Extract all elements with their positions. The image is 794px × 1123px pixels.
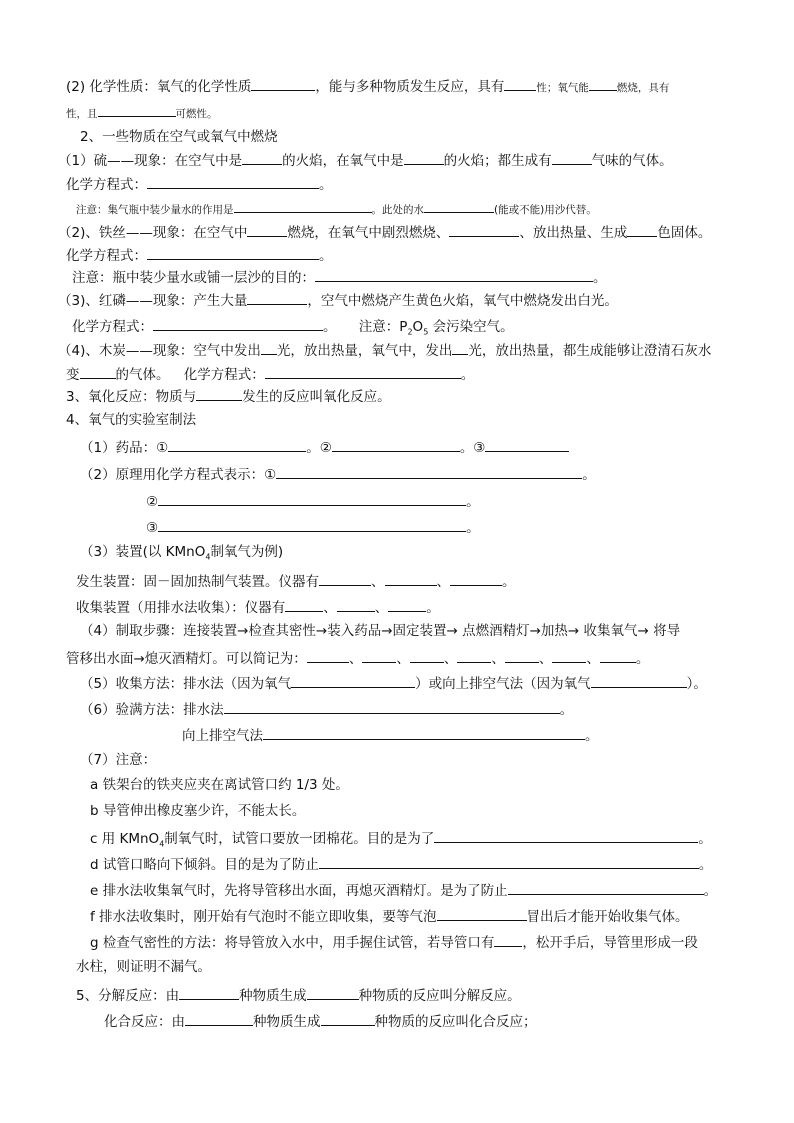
text: 性；氧气能 (536, 82, 589, 94)
text: 。 (585, 728, 599, 744)
blank[interactable] (234, 198, 372, 213)
test-full-line-2 (182, 725, 599, 745)
text: f 排水法收集时，刚开始有气泡时不能立即收集，要等气泡 (90, 909, 437, 925)
blank[interactable] (158, 491, 466, 506)
text: ，松开手后，导管里形成一段 (522, 935, 698, 951)
blank[interactable] (319, 571, 371, 586)
text: ，空气中燃烧产生黄色火焰，氧气中燃烧发出白光。 (307, 293, 618, 309)
text: 。 (593, 270, 607, 286)
text: 、放出热量、生成 (519, 225, 628, 241)
principle-line-3 (146, 517, 480, 537)
text: 注意：瓶中装少量水或铺一层沙的目的： (72, 270, 315, 286)
text: （6）验满方法：排水法 (80, 702, 224, 718)
text: ② (146, 494, 159, 510)
text: 色固体。 (657, 225, 712, 241)
notes-heading: （7）注意： (80, 752, 157, 768)
text: （2)、铁丝——现象：在空气中 (58, 225, 248, 241)
note-g-continued: 水柱，则证明不漏气。 (76, 959, 211, 975)
note-c (90, 828, 712, 854)
text: 注意：集气瓶中装少量水的作用是 (76, 204, 234, 216)
text: 种物质生成 (253, 1014, 321, 1030)
text: 3、氧化反应：物质与 (66, 389, 197, 405)
device-heading (80, 543, 283, 567)
text: ③ (146, 520, 159, 536)
text: 的火焰；都生成有 (443, 153, 552, 169)
text: 、 (396, 651, 410, 667)
text: （3）装置(以 KMnO (80, 544, 206, 560)
blank[interactable] (319, 854, 699, 869)
subscript: 2 (407, 327, 413, 337)
combination-definition (104, 1011, 537, 1031)
blank[interactable] (321, 1011, 375, 1026)
text: 。 (703, 883, 718, 899)
subscript: 5 (423, 327, 429, 337)
blank[interactable] (437, 906, 527, 921)
text: 、 (371, 574, 385, 590)
text: 、 (443, 651, 458, 667)
blank[interactable] (494, 932, 522, 947)
text: 、 (436, 574, 450, 590)
blank[interactable] (450, 571, 502, 586)
text: 变 (66, 367, 80, 383)
phosphorus-equation (72, 316, 514, 342)
blank[interactable] (452, 340, 468, 355)
blank[interactable] (185, 1011, 253, 1026)
chem-property-line-2 (66, 102, 218, 123)
text: （1）药品：① (80, 440, 169, 456)
iron-phenomenon (58, 222, 711, 242)
text: （2）原理用化学方程式表示：① (80, 467, 277, 483)
blank[interactable] (505, 648, 539, 663)
blank[interactable] (261, 340, 277, 355)
blank[interactable] (168, 437, 306, 452)
text: 注意：P (358, 319, 408, 335)
text: （4)、木炭——现象：空气中发出 (58, 343, 261, 359)
text: 光，放出热量，都生成能够让澄清石灰水 (468, 343, 712, 359)
blank[interactable] (276, 464, 582, 479)
note-d (90, 854, 712, 874)
text: 化学方程式： (66, 177, 147, 193)
principle-line-2 (146, 491, 480, 511)
iron-equation (66, 245, 333, 265)
text: 、 (374, 600, 389, 616)
text: 。 (698, 831, 712, 847)
sulfur-equation (66, 174, 333, 194)
blank[interactable] (337, 597, 375, 612)
subscript: 4 (205, 552, 211, 562)
text: (能或不能)用沙代替。 (494, 204, 597, 216)
blank[interactable] (80, 364, 116, 379)
steps-line-1: （4）制取步骤：连接装置→检查其密性→装入药品→固定装置→ 点燃酒精灯→加热→ 收集氧气→ 将导 (80, 623, 681, 639)
text: 。此处的水 (371, 204, 424, 216)
text: ）。 (686, 676, 707, 692)
drugs-line (80, 437, 569, 457)
blank[interactable] (285, 597, 323, 612)
blank[interactable] (362, 648, 396, 663)
text: 。③ (459, 440, 486, 456)
text: 、 (323, 600, 337, 616)
blank[interactable] (147, 245, 319, 260)
text: 。 (582, 467, 596, 483)
text: （3)、红磷——现象：产生大量 (58, 293, 248, 309)
text: 。 (466, 520, 480, 536)
text: 发生装置：固－固加热制气装置。仪器有 (76, 574, 319, 590)
blank[interactable] (153, 316, 323, 331)
text: 化学方程式： (72, 319, 153, 335)
blank[interactable] (424, 198, 494, 213)
text: c 用 KMnO (90, 831, 160, 847)
blank[interactable] (591, 673, 687, 688)
blank[interactable] (247, 222, 287, 237)
blank[interactable] (179, 985, 239, 1000)
blank[interactable] (247, 290, 307, 305)
sulfur-note (76, 198, 597, 219)
blank[interactable] (263, 725, 585, 740)
blank[interactable] (332, 437, 460, 452)
text: 、 (348, 651, 363, 667)
blank[interactable] (224, 699, 560, 714)
blank[interactable] (504, 76, 536, 91)
text: O (412, 319, 424, 335)
text: （5）收集方法：排水法（因为氧气 (80, 676, 292, 692)
text: 制氧气时，试管口要放一团棉花。目的是为了 (164, 831, 435, 847)
text: 。 (323, 319, 337, 335)
note-b: b 导管伸出橡皮塞少许，不能太长。 (90, 803, 306, 819)
chem-property-line-1 (66, 76, 669, 97)
text: 种物质生成 (239, 988, 307, 1004)
section-2-heading: 2、一些物质在空气或氧气中燃烧 (80, 129, 278, 145)
blank[interactable] (158, 517, 466, 532)
blank[interactable] (196, 386, 242, 401)
blank[interactable] (265, 364, 461, 379)
text: 、 (538, 651, 553, 667)
text: 气味的气体。 (591, 153, 673, 169)
note-g (90, 932, 698, 952)
text: 。 (460, 367, 475, 383)
blank[interactable] (600, 648, 636, 663)
text: 种物质的反应叫化合反应； (374, 1014, 537, 1030)
blank[interactable] (449, 222, 519, 237)
oxidation-definition (66, 386, 391, 406)
text: 管移出水面→熄灭酒精灯。可以简记为： (66, 651, 307, 667)
text: 。 (466, 494, 480, 510)
text: （1）硫——现象：在空气中是 (58, 153, 243, 169)
text: 。 (319, 177, 333, 193)
text: 性，且 (66, 108, 98, 120)
text: (2) 化学性质：氧气的化学性质 (66, 79, 252, 95)
text: ，能与多种物质发生反应，具有 (315, 79, 505, 95)
iron-note (72, 267, 607, 287)
blank[interactable] (291, 673, 415, 688)
text: 化学方程式： (66, 248, 147, 264)
blank[interactable] (242, 150, 282, 165)
blank[interactable] (251, 76, 315, 91)
text: 。 (502, 574, 516, 590)
blank[interactable] (388, 597, 426, 612)
principle-line-1 (80, 464, 596, 484)
decomposition-definition (76, 985, 521, 1005)
text: d 试管口略向下倾斜。目的是为了防止 (90, 857, 319, 873)
blank[interactable] (434, 828, 698, 843)
text: 向上排空气法 (182, 728, 263, 744)
blank[interactable] (457, 648, 491, 663)
text: 。 (426, 600, 440, 616)
text: 燃烧，具有 (616, 82, 670, 94)
blank[interactable] (147, 174, 319, 189)
text: 、 (586, 651, 600, 667)
text: 。 (559, 702, 574, 718)
text: 的火焰，在氧气中是 (282, 153, 404, 169)
blank[interactable] (552, 150, 592, 165)
collection-method-line (80, 673, 707, 693)
text: ）或向上排空气法（因为氧气 (415, 676, 591, 692)
text: 会污染空气。 (428, 319, 514, 335)
steps-line-2 (66, 648, 649, 668)
note-f (90, 906, 689, 926)
blank[interactable] (307, 648, 349, 663)
blank[interactable] (307, 985, 359, 1000)
text: 冒出后才能开始收集气体。 (526, 909, 689, 925)
text: 收集装置（用排水法收集）：仪器有 (76, 600, 286, 616)
text: 种物质的反应叫分解反应。 (358, 988, 521, 1004)
text: 的气体。 (115, 367, 170, 383)
subscript: 4 (159, 839, 165, 849)
carbon-equation (66, 364, 474, 384)
blank[interactable] (385, 571, 437, 586)
text: 化合反应：由 (104, 1014, 185, 1030)
collection-device-line (76, 597, 440, 617)
text: 光，放出热量，氧气中，发出 (276, 343, 453, 359)
text: 化学方程式： (183, 367, 265, 383)
blank[interactable] (404, 150, 444, 165)
blank[interactable] (485, 437, 569, 452)
text: 、 (491, 651, 505, 667)
phosphorus-phenomenon (58, 290, 618, 310)
blank[interactable] (589, 76, 617, 91)
blank[interactable] (508, 880, 704, 895)
text: 。② (306, 440, 332, 456)
carbon-phenomenon (58, 340, 711, 360)
note-a: a 铁架台的铁夹应夹在离试管口约 1/3 处。 (90, 777, 349, 793)
blank[interactable] (98, 102, 176, 117)
test-full-line-1 (80, 699, 573, 719)
text: e 排水法收集氧气时，先将导管移出水面，再熄灭酒精灯。是为了防止 (90, 883, 508, 899)
text: 5、分解反应：由 (76, 988, 180, 1004)
text: g 检查气密性的方法：将导管放入水中，用手握住试管，若导管口有 (90, 935, 495, 951)
note-e (90, 880, 717, 900)
text: 燃烧，在氧气中剧烈燃烧、 (287, 225, 450, 241)
blank[interactable] (410, 648, 444, 663)
text: 制氧气为例) (210, 544, 284, 560)
generator-device-line (76, 571, 516, 591)
sulfur-phenomenon (58, 150, 673, 170)
blank[interactable] (552, 648, 586, 663)
blank[interactable] (315, 267, 593, 282)
section-4-heading: 4、氧气的实验室制法 (66, 412, 197, 428)
text: 发生的反应叫氧化反应。 (242, 389, 391, 405)
text: 。 (635, 651, 650, 667)
text: 。 (698, 857, 713, 873)
text: 可燃性。 (175, 108, 218, 120)
text: 。 (319, 248, 333, 264)
blank[interactable] (627, 222, 657, 237)
